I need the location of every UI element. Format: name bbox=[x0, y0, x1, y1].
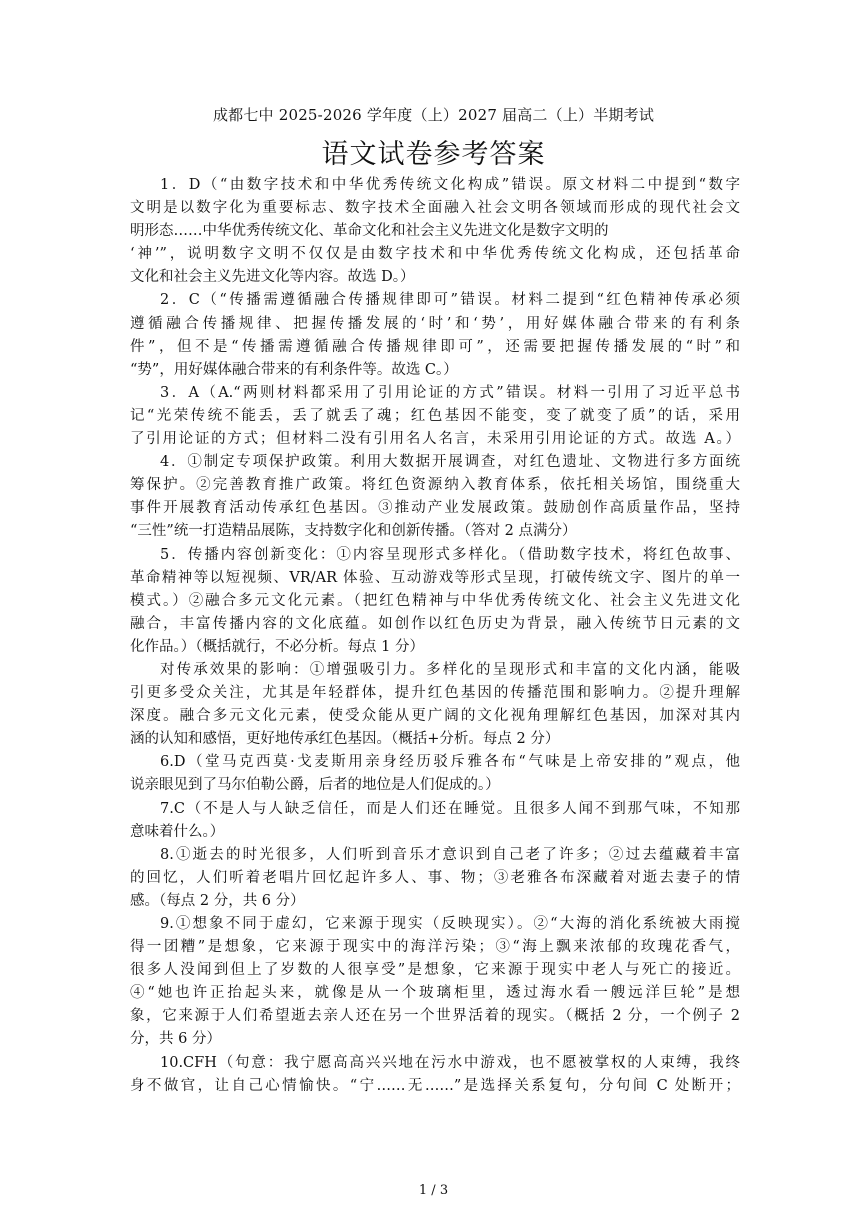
answer-body bbox=[130, 174, 740, 1098]
text-line: 记“光荣传统不能丢，丢了就丢了魂；红色基因不能变，变了就变了质”的话，采用 bbox=[130, 407, 740, 424]
text-line: 融合，丰富传播内容的文化底蕴。如创作以红色历史为背景，融入传统节日元素的文 bbox=[130, 615, 740, 632]
text-line: 说亲眼见到了马尔伯勒公爵，后者的地位是人们促成的。） bbox=[130, 777, 500, 794]
text-line: 6.D（堂马克西莫·戈麦斯用亲身经历驳斥雅各布“气味是上帝安排的”观点，他 bbox=[160, 754, 740, 771]
text-line: 10.CFH（句意：我宁愿高高兴兴地在污水中游戏，也不愿被掌权的人束缚，我终 bbox=[160, 1054, 740, 1071]
text-line: 象，它来源于人们希望逝去亲人还在另一个世界活着的现实。（概括 2 分，一个例子 2 bbox=[130, 1008, 740, 1025]
text-line: 3．A（A.“两则材料都采用了引用论证的方式”错误。材料一引用了习近平总书 bbox=[160, 384, 740, 401]
text-line: 对传承效果的影响：①增强吸引力。多样化的呈现形式和丰富的文化内涵，能吸 bbox=[160, 661, 740, 678]
page-number: 1 / 3 bbox=[418, 1183, 449, 1198]
text-line: 很多人没闻到但上了岁数的人很享受”是想象，它来源于现实中老人与死亡的接近。 bbox=[130, 962, 740, 979]
exam-subtitle: 成都七中 2025-2026 学年度（上）2027 届高二（上）半期考试 bbox=[212, 106, 655, 124]
text-line: 模式。）②融合多元文化元素。（把红色精神与中华优秀传统文化、社会主义先进文化 bbox=[130, 592, 740, 609]
text-line: 2．C（“传播需遵循融合传播规律即可”错误。材料二提到“红色精神传承必须 bbox=[160, 292, 740, 309]
text-line: ‘神’”，说明数字文明不仅仅是由数字技术和中华优秀传统文化构成，还包括革命 bbox=[130, 246, 740, 263]
text-line: “三性”统一打造精品展陈，支持数字化和创新传播。（答对 2 点满分） bbox=[130, 523, 577, 540]
text-line: 5．传播内容创新变化：①内容呈现形式多样化。（借助数字技术，将红色故事、 bbox=[160, 546, 740, 563]
text-line: 筹保护。②完善教育推广政策。将红色资源纳入教育体系，依托相关场馆，围绕重大 bbox=[130, 477, 740, 494]
text-line: 了引用论证的方式；但材料二没有引用名人名言，未采用引用论证的方式。故选 A。） bbox=[130, 431, 740, 448]
text-line: “势”，用好媒体融合带来的有利条件等。故选 C。） bbox=[130, 361, 458, 378]
text-line: 引更多受众关注，尤其是年轻群体，提升红色基因的传播范围和影响力。②提升理解 bbox=[130, 685, 740, 702]
text-line: 身不做官，让自己心情愉快。“宁……无……”是选择关系复句，分句间 C 处断开； bbox=[130, 1077, 740, 1094]
text-line: 明形态……中华优秀传统文化、革命文化和社会主义先进文化是数字文明的 bbox=[130, 223, 609, 240]
text-line: 意味着什么。） bbox=[130, 823, 225, 840]
text-line: 涵的认知和感悟，更好地传承红色基因。（概括+分析。每点 2 分） bbox=[130, 731, 560, 748]
text-line: 得一团糟”是想象，它来源于现实中的海洋污染；③“海上飘来浓郁的玫瑰花香气， bbox=[130, 939, 740, 956]
text-line: 深度。融合多元文化元素，使受众能从更广阔的文化视角理解红色基因，加深对其内 bbox=[130, 708, 740, 725]
text-line: ④“她也许正抬起头来，就像是从一个玻璃柜里，透过海水看一艘远洋巨轮”是想 bbox=[130, 985, 740, 1002]
text-line: 7.C（不是人与人缺乏信任，而是人们还在睡觉。且很多人闻不到那气味，不知那 bbox=[160, 800, 740, 817]
text-line: 感。（每点 2 分，共 6 分） bbox=[130, 892, 305, 909]
text-line: 文明是以数字化为重要标志、数字技术全面融入社会文明各领域而形成的现代社会文 bbox=[130, 200, 740, 217]
text-line: 化作品。）（概括就行，不必分析。每点 1 分） bbox=[130, 638, 424, 655]
text-line: 件”，但不是“传播需遵循融合传播规律即可”，还需要把握传播发展的“时”和 bbox=[130, 338, 740, 355]
text-line: 分，共 6 分） bbox=[130, 1031, 221, 1048]
text-line: 9.①想象不同于虚幻，它来源于现实（反映现实）。②“大海的消化系统被大雨搅 bbox=[160, 916, 740, 932]
text-line: 的回忆，人们听着老唱片回忆起许多人、事、物；③老雅各布深藏着对逝去妻子的情 bbox=[130, 869, 740, 886]
text-line: 革命精神等以短视频、VR/AR 体验、互动游戏等形式呈现，打破传统文字、图片的单一 bbox=[130, 569, 740, 586]
text-line: 4．①制定专项保护政策。利用大数据开展调查，对红色遗址、文物进行多方面统 bbox=[160, 454, 740, 471]
page-title: 语文试卷参考答案 bbox=[321, 139, 546, 170]
text-line: 遵循融合传播规律、把握传播发展的‘时’和‘势’，用好媒体融合带来的有利条 bbox=[130, 315, 740, 332]
text-line: 8.①逝去的时光很多，人们听到音乐才意识到自己老了许多；②过去蕴藏着丰富 bbox=[160, 846, 740, 863]
text-line: 1．D（“由数字技术和中华优秀传统文化构成”错误。原文材料二中提到“数字 bbox=[160, 177, 740, 193]
text-line: 文化和社会主义先进文化等内容。故选 D。） bbox=[130, 269, 415, 286]
text-line: 事件开展教育活动传承红色基因。③推动产业发展政策。鼓励创作高质量作品，坚持 bbox=[130, 500, 740, 517]
